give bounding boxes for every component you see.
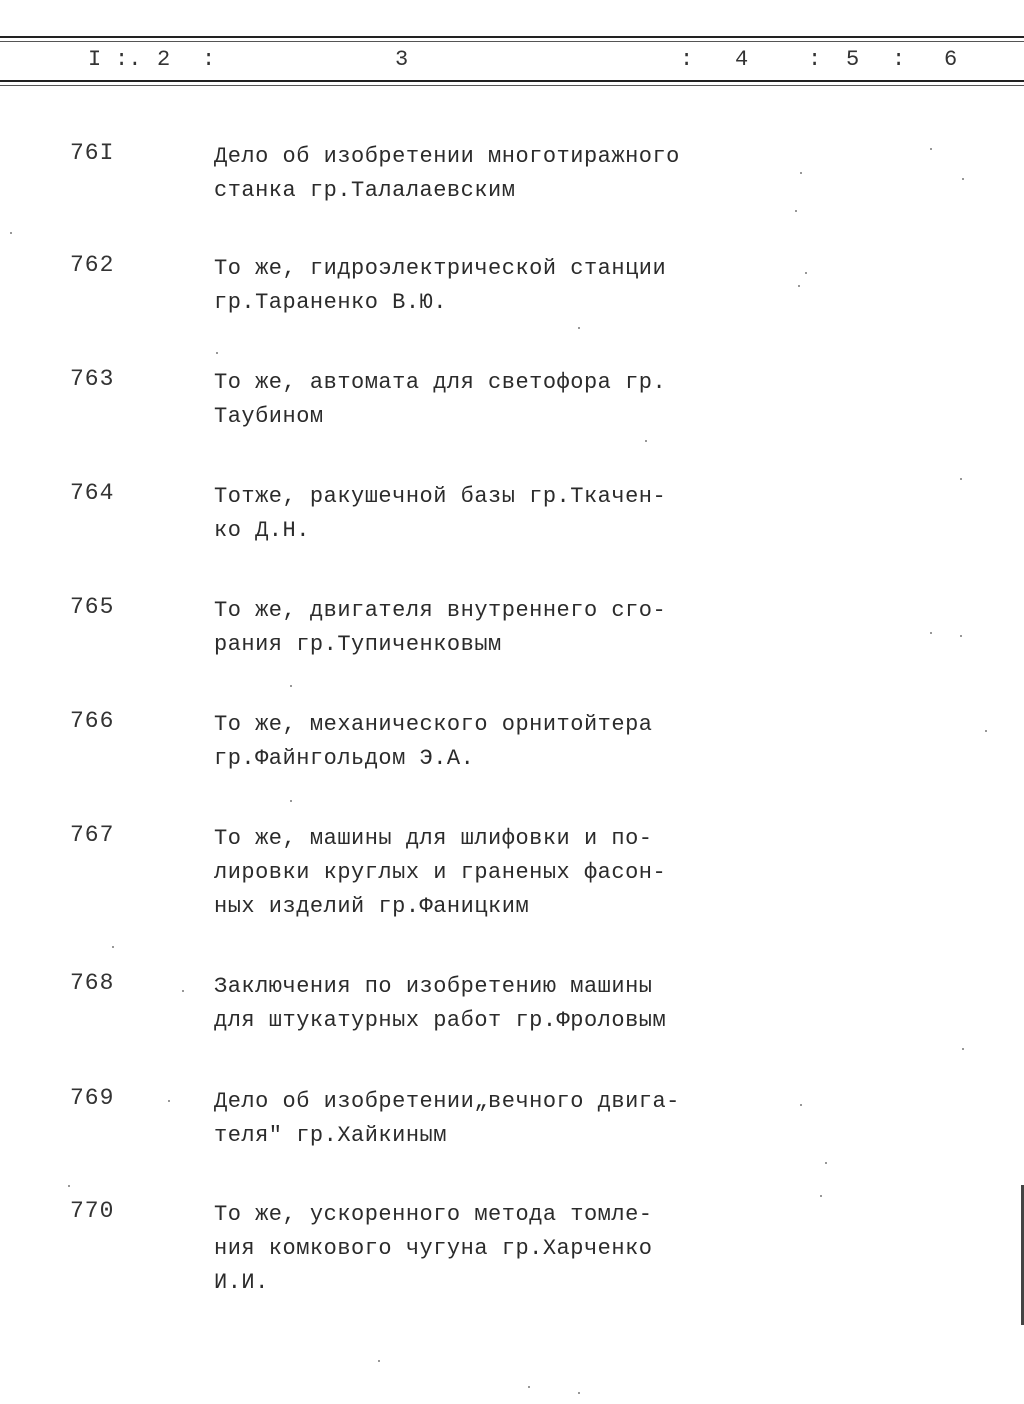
- column-header-6: 6: [944, 47, 958, 72]
- scan-speck: [290, 800, 292, 802]
- item-number: 76I: [70, 140, 115, 166]
- scan-speck: [962, 178, 964, 180]
- column-separator: :: [680, 47, 694, 72]
- description-line: лировки круглых и граненых фасон-: [214, 860, 667, 885]
- scan-speck: [930, 148, 932, 150]
- item-number: 763: [70, 366, 115, 392]
- scan-speck: [960, 635, 962, 637]
- scan-speck: [985, 730, 987, 732]
- scan-speck: [800, 172, 802, 174]
- scan-speck: [805, 272, 807, 274]
- scan-speck: [800, 1104, 802, 1106]
- header-bottom-rule: [0, 80, 1024, 82]
- item-number: 762: [70, 252, 115, 278]
- description-line: Дело об изобретении„вечного двига-: [214, 1089, 680, 1114]
- scan-speck: [182, 990, 184, 992]
- item-description: [214, 708, 734, 776]
- description-line: Таубином: [214, 404, 324, 429]
- item-number: 766: [70, 708, 115, 734]
- item-number: 769: [70, 1085, 115, 1111]
- column-header-4: 4: [735, 47, 749, 72]
- item-number: 768: [70, 970, 115, 996]
- column-header-5: 5: [846, 47, 860, 72]
- item-description: [214, 140, 734, 208]
- item-description: [214, 822, 734, 924]
- description-line: То же, двигателя внутреннего сго-: [214, 598, 667, 623]
- scan-speck: [168, 1100, 170, 1102]
- description-line: Дело об изобретении многотиражного: [214, 144, 680, 169]
- item-number: 765: [70, 594, 115, 620]
- scan-speck: [578, 1392, 580, 1394]
- scan-speck: [578, 327, 580, 329]
- scan-speck: [112, 946, 114, 948]
- description-line: станка гр.Талалаевским: [214, 178, 516, 203]
- description-line: То же, ускоренного метода томле-: [214, 1202, 653, 1227]
- description-line: для штукатурных работ гр.Фроловым: [214, 1008, 667, 1033]
- item-description: [214, 480, 734, 548]
- description-line: Заключения по изобретению машины: [214, 974, 653, 999]
- description-line: ных изделий гр.Фаницким: [214, 894, 530, 919]
- item-description: [214, 594, 734, 662]
- item-number: 767: [70, 822, 115, 848]
- scan-speck: [10, 232, 12, 234]
- header-top-rule-thin: [0, 41, 1024, 42]
- column-separator: :: [892, 47, 906, 72]
- description-line: теля" гр.Хайкиным: [214, 1123, 447, 1148]
- column-separator: :: [202, 47, 216, 72]
- scan-speck: [930, 632, 932, 634]
- column-separator: :: [808, 47, 822, 72]
- header-top-rule: [0, 36, 1024, 38]
- item-description: [214, 970, 734, 1038]
- column-header-2: 2: [157, 47, 171, 72]
- description-line: гр.Тараненко В.Ю.: [214, 290, 447, 315]
- item-description: [214, 252, 734, 320]
- scan-speck: [825, 1162, 827, 1164]
- scan-speck: [960, 478, 962, 480]
- description-line: То же, гидроэлектрической станции: [214, 256, 667, 281]
- description-line: То же, автомата для светофора гр.: [214, 370, 667, 395]
- scan-speck: [645, 440, 647, 442]
- item-description: [214, 366, 734, 434]
- scan-speck: [795, 210, 797, 212]
- description-line: гр.Файнгольдом Э.А.: [214, 746, 475, 771]
- description-line: То же, машины для шлифовки и по-: [214, 826, 653, 851]
- description-line: То же, механического орнитойтера: [214, 712, 653, 737]
- description-line: Тотже, ракушечной базы гр.Ткачен-: [214, 484, 667, 509]
- item-description: [214, 1085, 734, 1153]
- description-line: ко Д.Н.: [214, 518, 310, 543]
- scan-speck: [962, 1048, 964, 1050]
- scan-speck: [216, 352, 218, 354]
- description-line: рания гр.Тупиченковым: [214, 632, 502, 657]
- scan-speck: [820, 1195, 822, 1197]
- scan-speck: [378, 1360, 380, 1362]
- item-number: 764: [70, 480, 115, 506]
- item-description: [214, 1198, 734, 1300]
- scan-speck: [798, 285, 800, 287]
- scan-speck: [290, 685, 292, 687]
- item-number: 770: [70, 1198, 115, 1224]
- column-header-3: 3: [395, 47, 409, 72]
- description-line: И.И.: [214, 1270, 269, 1295]
- description-line: ния комкового чугуна гр.Харченко: [214, 1236, 653, 1261]
- column-separator: :.: [115, 47, 142, 72]
- column-header-1: I: [88, 47, 102, 72]
- header-bottom-rule-thin: [0, 85, 1024, 86]
- scan-speck: [68, 1185, 70, 1187]
- scan-speck: [528, 1386, 530, 1388]
